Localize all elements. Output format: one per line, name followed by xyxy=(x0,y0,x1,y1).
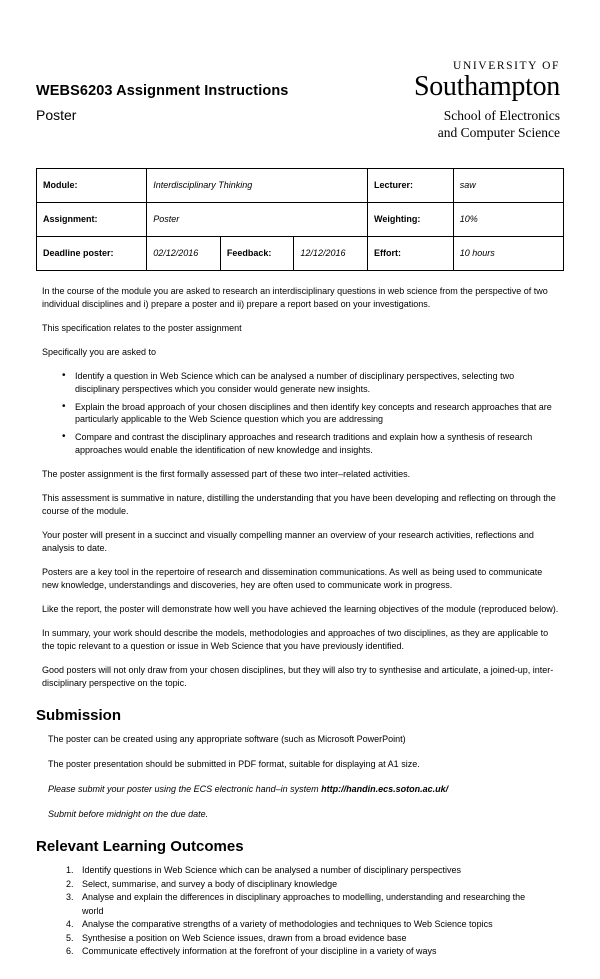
list-item: 4. Analyse the comparative strengths of a variety of methodologies and techniques to Web Science topics xyxy=(76,918,564,932)
cell-effort-label: Effort: xyxy=(368,236,454,270)
body-paragraph-5: Like the report, the poster will demonstrate how well you have achieved the learning objectives of the module (reproduced below). xyxy=(42,603,559,614)
body-paragraph-4: Posters are a key tool in the repertoire of research and dissemination communications. As well as being used to communicate new knowledge, understandings and discoveries, hey are often used to communicate work in progress. xyxy=(42,566,543,590)
table-row xyxy=(37,202,564,236)
table-row xyxy=(37,168,564,202)
document-header xyxy=(36,60,564,142)
intro-paragraph-1: In the course of the module you are asked to research an interdisciplinary questions in web science from the perspective of two individual disciplines and i) prepare a poster and ii) prepare a report based on your investigations. xyxy=(42,285,548,309)
cell-lecturer-label: Lecturer: xyxy=(368,168,454,202)
assignment-info-table xyxy=(36,168,564,271)
outcomes-list xyxy=(36,864,564,959)
body-paragraph-3: Your poster will present in a succinct and visually compelling manner an overview of your research activities, reflections and analysis to date. xyxy=(42,529,534,553)
list-item: • Identify a question in Web Science which can be analysed a number of disciplinary perspectives, selecting two disciplinary perspectives which you consider would generate new insights. xyxy=(62,370,564,396)
cell-assignment-label: Assignment: xyxy=(37,202,147,236)
logo-line-school-2: and Computer Science xyxy=(437,124,560,140)
university-logo xyxy=(414,60,564,142)
submission-heading: Submission xyxy=(36,707,122,725)
submission-line-1: The poster can be created using any appropriate software (such as Microsoft PowerPoint) xyxy=(48,734,406,745)
cell-effort-value: 10 hours xyxy=(453,236,563,270)
table-row xyxy=(37,236,564,270)
list-item: 2. Select, summarise, and survey a body of disciplinary knowledge xyxy=(76,878,564,892)
cell-feedback-value: 12/12/2016 xyxy=(294,236,368,270)
intro-paragraph-3: Specifically you are asked to xyxy=(42,346,157,357)
header-title-block xyxy=(36,60,288,124)
outcomes-heading: Relevant Learning Outcomes xyxy=(36,838,244,856)
body-paragraph-7: Good posters will not only draw from your chosen disciplines, but they will also try to synthesise and articulate, a joined-up, inter-disciplinary perspective on the topic. xyxy=(42,665,554,689)
submission-line-2: The poster presentation should be submitted in PDF format, suitable for displaying at A1 size. xyxy=(48,759,420,770)
cell-lecturer-value: saw xyxy=(453,168,563,202)
body-paragraph-2: This assessment is summative in nature, distilling the understanding that you have been developing and reflecting on through the course of the module. xyxy=(42,492,556,516)
list-item: • Compare and contrast the disciplinary approaches and research traditions and explain how a synthesis of research approaches would enable the identification of new knowledge and insights. xyxy=(62,431,564,457)
list-item: 5. Synthesise a position on Web Science issues, drawn from a broad evidence base xyxy=(76,932,564,946)
page-subtitle: Poster xyxy=(36,107,77,124)
list-item: 1. Identify questions in Web Science which can be analysed a number of disciplinary perspectives xyxy=(76,864,564,878)
cell-weighting-value: 10% xyxy=(453,202,563,236)
cell-module-value: Interdisciplinary Thinking xyxy=(147,168,368,202)
list-item: 3. Analyse and explain the differences in disciplinary approaches to modelling, understanding and researching the world xyxy=(76,891,564,918)
intro-paragraph-2: This specification relates to the poster assignment xyxy=(42,322,242,333)
cell-module-label: Module: xyxy=(37,168,147,202)
body-paragraph-6: In summary, your work should describe the models, methodologies and approaches of two disciplines, as they are applicable to the topic relevant to a question or issue in Web Science that you have previously identified. xyxy=(42,627,549,652)
logo-line-university: UNIVERSITY OF xyxy=(453,60,560,72)
handin-link[interactable]: http://handin.ecs.soton.ac.uk/ xyxy=(321,784,449,795)
list-item: 6. Communicate effectively information at the forefront of your discipline in a variety of ways xyxy=(76,945,564,959)
submission-line-3-text: Please submit your poster using the ECS electronic hand–in system xyxy=(48,784,322,795)
page-title: WEBS6203 Assignment Instructions xyxy=(36,83,289,99)
task-bullet-list xyxy=(36,370,564,457)
cell-assignment-value: Poster xyxy=(147,202,368,236)
list-item: • Explain the broad approach of your chosen disciplines and then identify key concepts and research approaches that are particularly applicable to the Web Science question which you are addressing xyxy=(62,401,564,427)
body-paragraph-1: The poster assignment is the first formally assessed part of these two inter–related activities. xyxy=(42,468,411,479)
submission-line-3 xyxy=(36,783,564,796)
cell-deadline-label: Deadline poster: xyxy=(37,236,147,270)
logo-line-school-1: School of Electronics xyxy=(443,108,560,124)
submission-line-4: Submit before midnight on the due date. xyxy=(48,809,209,820)
logo-line-southampton: Southampton xyxy=(413,71,560,103)
cell-weighting-label: Weighting: xyxy=(368,202,454,236)
cell-feedback-label: Feedback: xyxy=(220,236,294,270)
cell-deadline-value: 02/12/2016 xyxy=(147,236,221,270)
